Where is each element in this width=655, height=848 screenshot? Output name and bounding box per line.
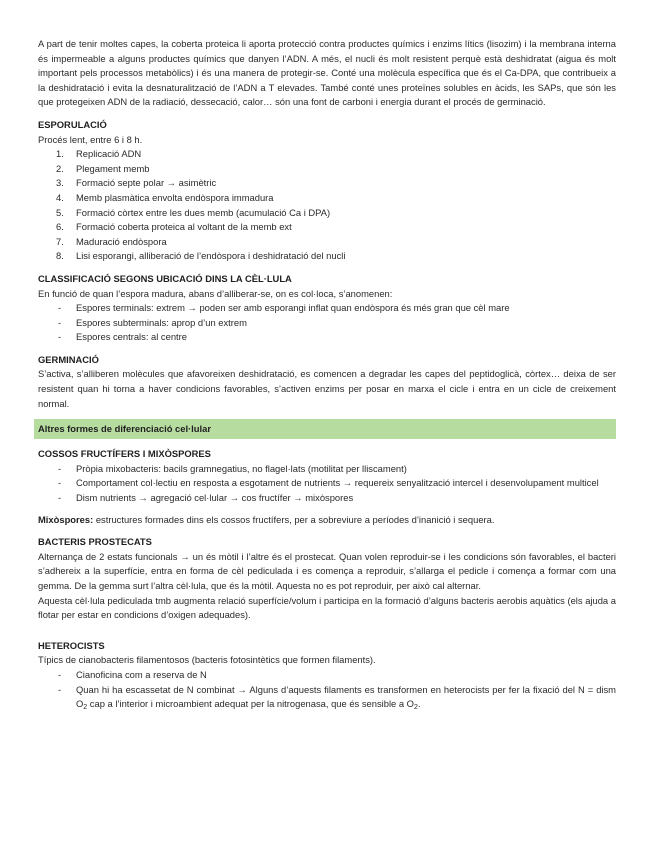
heterocists-list [38,668,616,712]
document-body [38,37,616,712]
list-item: - Comportament col·lectiu en resposta a esgotament de nutrients → requereix senyalització intercel i desenvolupament multicel [38,476,616,491]
intro-paragraph: A part de tenir moltes capes, la coberta proteica li aporta protecció contra productes químics i enzims lítics (lisozim) i la membrana interna és impermeable a alguns productes químics que danyen l’ADN. A més, el nucli és molt resistent perquè està deshidratat (aigua és molt important pels processos metabòlics) i és una manera de protegir-se. Conté una molècula específica que és el Ca-DPA, que contribueix a la deshidratació i evita la desnaturalització de l’ADN a T elevades. També conté unes proteïnes solubles en àcids, les SAPs, que són les que protegeixen ADN de la radiació, dessecació, calor… són una font de carboni i energia durant el procés de germinació. [38,38,616,108]
list-item: 1. Replicació ADN [56,148,142,160]
classificacio-intro: En funció de quan l’espora madura, abans d’alliberar-se, on es col·loca, s’anomenen: [38,287,393,299]
heterocists-intro: Típics de cianobacteris filamentosos (bacteris fotosintètics que formen filaments). [38,654,376,666]
section-classificacio [38,272,616,345]
esporulacio-steps [38,147,616,264]
list-item: - Espores centrals: al centre [38,330,616,345]
list-item: - Quan hi ha escassetat de N combinat → Alguns d’aquests filaments es transformen en heterocists per fer la fixació del N = dism $O_2$ cap a l’interior i microambient adequat per la nitrogenasa, que és sensible a $O_2$. [38,683,616,712]
list-item: - Dism nutrients → agregació cel·lular → cos fructífer → mixòspores [38,491,616,506]
esporulacio-subtitle: Procés lent, entre 6 i 8 h. [38,133,143,145]
section-heterocists [38,639,616,712]
section-banner: Altres formes de diferenciació cel·lular [34,419,616,439]
prostecats-p1: Alternança de 2 estats funcionals → un és mòtil i l’altre és el prostecat. Quan volen reproduir-se i les condicions són favorables, el bacteri s’adhereix a la superfície, entra en forma de cèl pediculada i es comença a reproduir, s’allarga el pedicle i comença a formar com una gemma. De la gemma surt l’altra cèl·lula, que és la mòtil. Aquesta no es pot reproduir, per això cal alternar. [38,550,616,591]
germinacio-heading: GERMINACIÓ [38,353,99,365]
list-item: - Espores subterminals: aprop d’un extrem [38,316,616,331]
list-item: 3. Formació septe polar → asimètric [56,177,217,189]
heterocists-heading: HETEROCISTS [38,639,105,651]
list-item: 5. Formació còrtex entre les dues memb (acumulació Ca i DPA) [56,206,331,218]
esporulacio-heading: ESPORULACIÓ [38,118,107,130]
list-item: - Pròpia mixobacteris: bacils gramnegatius, no flagel·lats (motilitat per lliscament) [38,462,616,477]
list-item: 8. Lisi esporangi, alliberació de l’endòspora i deshidratació del nucli [56,250,346,262]
prostecats-p2: Aquesta cèl·lula pediculada tmb augmenta relació superfície/volum i participa en la formació d’alguns bacteris aerobis aquàtics (els ajuda a flotar per estar en condicions d’oxigen adequades). [38,594,616,621]
section-germinacio [38,353,616,411]
list-item: 4. Memb plasmàtica envolta endòspora immadura [56,191,274,203]
list-item: - Espores terminals: extrem → poden ser amb esporangi inflat quan endòspora és més gran que cèl mare [38,301,616,316]
prostecats-heading: BACTERIS PROSTECATS [38,536,152,548]
list-item: - Cianoficina com a reserva de N [38,668,616,683]
cossos-list [38,462,616,506]
classificacio-list [38,301,616,345]
mixospores-label: Mixòspores: [38,513,94,525]
mixospores-text: estructures formades dins els cossos fructífers, per a sobreviure a períodes d’inanició i sequera. [93,513,495,525]
classificacio-heading: CLASSIFICACIÓ SEGONS UBICACIÓ DINS LA CÈL·LULA [38,272,292,284]
list-item: 2. Plegament memb [56,162,150,174]
list-item: 7. Maduració endòspora [56,235,167,247]
section-cossos [38,447,616,527]
list-item: 6. Formació coberta proteica al voltant de la memb ext [56,221,292,233]
germinacio-text: S’activa, s’alliberen molècules que afavoreixen deshidratació, es comencen a degradar les capes del peptidoglicà, còrtex… deixa de ser resistent quan hi torna a haver condicions favorables, s’activen enzims per posar en marxa el cicle i entra en un cicle de creixement normal. [38,368,616,409]
mixospores-paragraph [38,513,616,528]
cossos-heading: COSSOS FRUCTÍFERS I MIXÒSPORES [38,448,211,460]
section-prostecats [38,535,616,623]
section-esporulacio [38,118,616,264]
